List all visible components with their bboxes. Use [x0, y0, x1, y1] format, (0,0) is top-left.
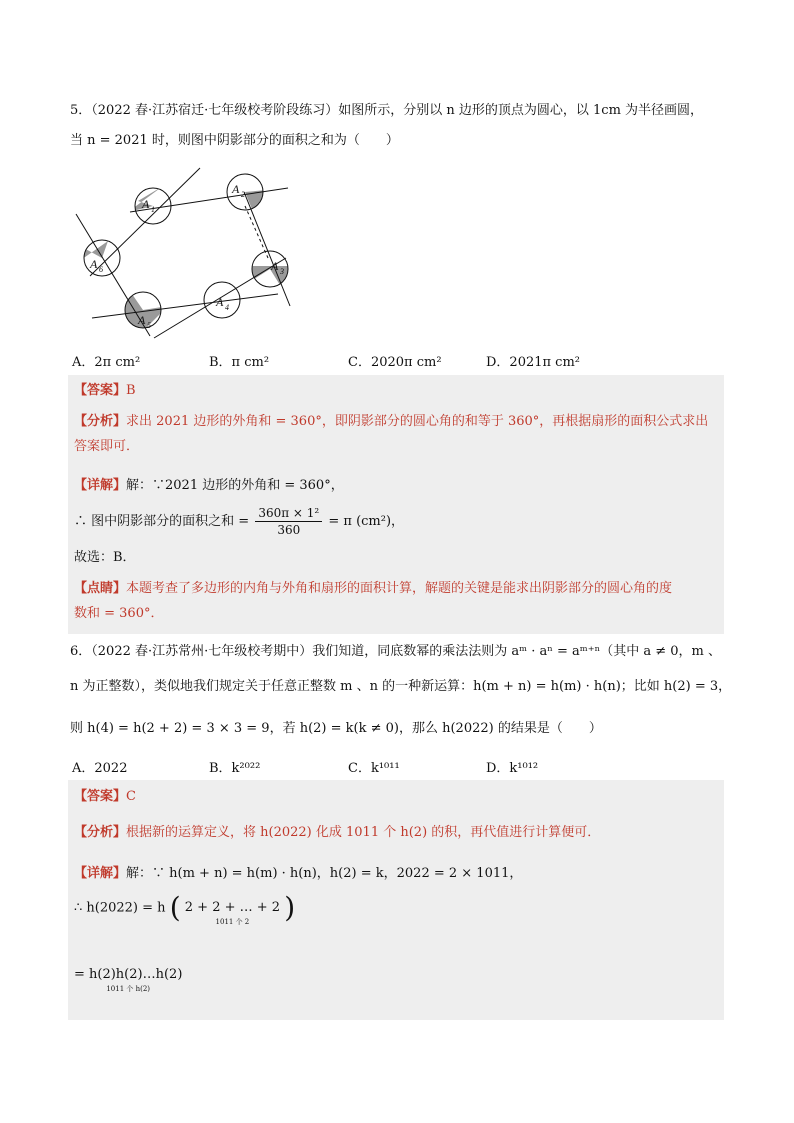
q5-analysis	[74, 411, 708, 433]
answer-value: C	[126, 789, 136, 804]
detail-tag: 【详解】	[74, 478, 127, 493]
sum-terms: 2 + 2 + … + 2	[184, 900, 281, 915]
fraction-denominator: 360	[277, 523, 301, 537]
label-a1-sub: 1	[151, 205, 155, 214]
q6-detail-expansion: ∴ h(2022) = h ( 2 + 2 + … + 2 1011 个 2 )	[74, 891, 296, 926]
analysis-text: 根据新的运算定义，将 h(2022) 化成 1011 个 h(2) 的积，再代值进行计算便可．	[126, 825, 601, 840]
q5-detail-formula	[74, 504, 404, 540]
label-a5-sub: 5	[147, 321, 151, 330]
q5-choice: 故选：B．	[74, 550, 136, 565]
expansion-prefix: ∴ h(2022) = h	[74, 900, 166, 916]
label-a5: A	[138, 313, 146, 327]
q5-solution-box	[68, 375, 724, 634]
detail-tag: 【详解】	[74, 866, 127, 881]
q5-option-c[interactable]: C．2020π cm²	[348, 355, 442, 370]
label-a4-sub: 4	[225, 303, 229, 312]
sum-note: 1011 个 2	[215, 918, 250, 926]
q6-detail	[74, 863, 522, 885]
q6-stem-line2: n 为正整数），类似地我们规定关于任意正整数 m 、n 的一种新运算：h(m + n) = h(m) · h(n)；比如 h(2) = 3，	[70, 679, 732, 694]
label-a6-sub: 6	[99, 265, 103, 274]
q5-stem-line1: 5．（2022 春·江苏宿迁·七年级校考阶段练习）如图所示，分别以 n 边形的顶点为圆心，以 1cm 为半径画圆，	[70, 103, 704, 118]
comment-tag: 【点睛】	[74, 581, 127, 596]
q5-option-d[interactable]: D．2021π cm²	[486, 355, 581, 370]
product-expression	[74, 965, 182, 993]
q6-option-d[interactable]: D．k¹⁰¹²	[486, 761, 539, 776]
q5-option-b[interactable]: B．π cm²	[209, 355, 270, 370]
answer-value: B	[126, 383, 136, 398]
q5-comment	[74, 578, 672, 600]
q5-stem-line2: 当 n = 2021 时，则图中阴影部分的面积之和为（ ）	[70, 133, 399, 148]
q6-analysis	[74, 822, 600, 844]
q5-polygon-figure	[68, 166, 308, 346]
label-a3: A	[271, 259, 279, 273]
q5-answer	[74, 380, 136, 402]
q6-stem-line1: 6．（2022 春·江苏常州·七年级校考期中）我们知道，同底数幂的乘法法则为 aᵐ · aⁿ = aᵐ⁺ⁿ（其中 a ≠ 0，m 、	[70, 644, 722, 659]
answer-tag: 【答案】	[74, 383, 127, 398]
formula-fraction	[255, 505, 322, 538]
q6-solution-box	[68, 780, 724, 1020]
q6-option-c[interactable]: C．k¹⁰¹¹	[348, 761, 400, 776]
q6-answer	[74, 786, 136, 808]
q6-option-b[interactable]: B．k²⁰²²	[209, 761, 261, 776]
label-a2-sub: 2	[241, 190, 245, 199]
product-note: 1011 个 h(2)	[106, 985, 151, 993]
q6-option-a[interactable]: A．2022	[72, 761, 128, 776]
label-a4: A	[216, 295, 224, 309]
analysis-tag: 【分析】	[74, 825, 127, 840]
detail-text: 解：∵ h(m + n) = h(m) · h(n)，h(2) = k，2022 = 2 × 1011，	[126, 866, 523, 881]
label-a3-sub: 3	[280, 267, 284, 276]
fraction-numerator: 360π × 1²	[255, 505, 322, 522]
q5-option-a[interactable]: A．2π cm²	[72, 355, 141, 370]
q5-comment-line2: 数和 = 360°．	[74, 606, 164, 621]
formula-suffix: = π (cm²)，	[328, 514, 405, 529]
detail-text: 解：∵2021 边形的外角和 = 360°，	[126, 478, 344, 493]
analysis-text: 求出 2021 边形的外角和 = 360°，即阴影部分的圆心角的和等于 360°，再根据扇形的面积公式求出	[126, 414, 709, 429]
comment-text: 本题考查了多边形的内角与外角和扇形的面积计算，解题的关键是能求出阴影部分的圆心角的度	[126, 581, 673, 596]
product-terms: = h(2)h(2)…h(2)	[74, 967, 183, 982]
q6-detail-product	[74, 965, 182, 993]
expansion-sum	[185, 898, 280, 926]
q5-detail	[74, 475, 344, 497]
formula-prefix: ∴ 图中阴影部分的面积之和 =	[74, 514, 250, 529]
q6-stem-line3: 则 h(4) = h(2 + 2) = 3 × 3 = 9，若 h(2) = k(k ≠ 0)，那么 h(2022) 的结果是（ ）	[70, 721, 602, 736]
label-a6: A	[90, 257, 98, 271]
q5-analysis-line2: 答案即可．	[74, 439, 140, 454]
analysis-tag: 【分析】	[74, 414, 127, 429]
label-a1: A	[142, 197, 150, 211]
label-a2: A	[232, 182, 240, 196]
answer-tag: 【答案】	[74, 789, 127, 804]
